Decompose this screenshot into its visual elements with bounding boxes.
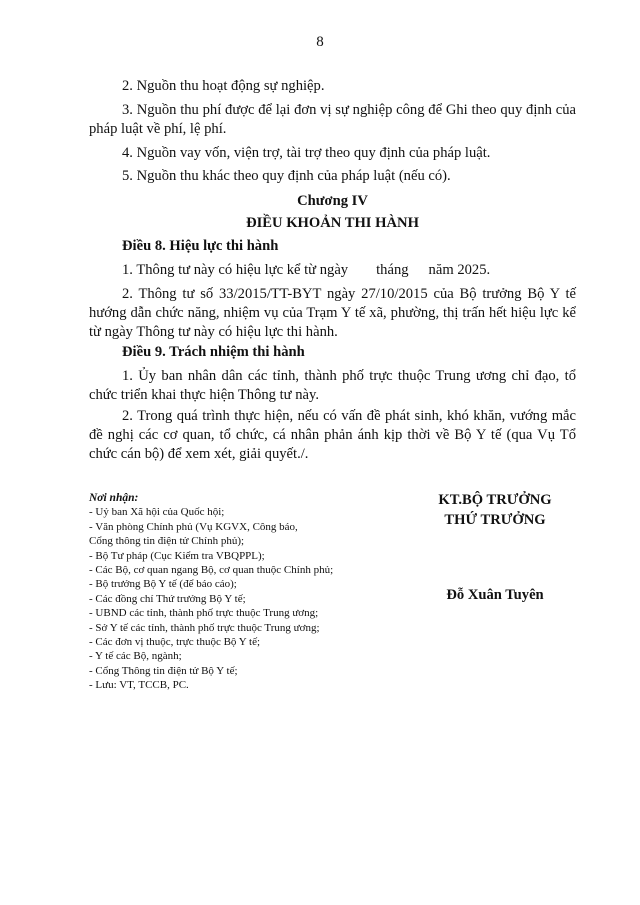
effective-year-text: năm 2025. <box>428 262 491 278</box>
list-item-3: 3. Nguồn thu phí được để lại đơn vị sự nghiệp công để Ghi theo quy định của pháp luật về phí, lệ phí. <box>89 102 576 137</box>
list-item-4: 4. Nguồn vay vốn, viện trợ, tài trợ theo quy định của pháp luật. <box>122 145 491 161</box>
list-item-5: 5. Nguồn thu khác theo quy định của pháp luật (nếu có). <box>122 168 451 184</box>
recipient-item: Cổng thông tin điện tử Chính phủ); <box>89 535 245 548</box>
recipients-block <box>89 491 389 693</box>
article-8-paragraph-1 <box>89 261 576 280</box>
list-item-2: 2. Nguồn thu hoạt động sự nghiệp. <box>122 78 325 94</box>
signature-authority: KT.BỘ TRƯỞNG <box>438 492 552 508</box>
recipient-item: - Sở Y tế các tỉnh, thành phố trực thuộc Trung ương; <box>89 621 320 634</box>
recipients-title: Nơi nhận: <box>89 492 139 504</box>
recipient-item: - Y tế các Bộ, ngành; <box>89 650 182 663</box>
chapter-title: ĐIỀU KHOẢN THI HÀNH <box>246 215 419 231</box>
recipient-item: - Các đồng chí Thứ trưởng Bộ Y tế; <box>89 592 246 605</box>
chapter-number: Chương IV <box>297 193 368 209</box>
signer-name: Đỗ Xuân Tuyên <box>446 587 544 603</box>
article-8-paragraph-2: 2. Thông tư số 33/2015/TT-BYT ngày 27/10/2015 của Bộ trưởng Bộ Y tế hướng dẫn chức năng, nhiệm vụ của Trạm Y tế xã, phường, thị trấn hết hiệu lực kể từ ngày Thông tư này có hiệu lực thi hành. <box>89 286 576 340</box>
recipient-item: - Bộ Tư pháp (Cục Kiểm tra VBQPPL); <box>89 549 265 562</box>
recipient-item: - UBND các tỉnh, thành phố trực thuộc Trung ương; <box>89 607 319 620</box>
effective-month-text: tháng <box>376 262 409 278</box>
page-number: 8 <box>316 34 324 50</box>
recipient-item: - Cổng Thông tin điện tử Bộ Y tế; <box>89 664 238 677</box>
article-8-heading: Điều 8. Hiệu lực thi hành <box>122 238 279 254</box>
signature-block <box>410 490 580 530</box>
recipient-item: - Bộ trưởng Bộ Y tế (để báo cáo); <box>89 578 237 591</box>
article-9-heading: Điều 9. Trách nhiệm thi hành <box>122 344 305 360</box>
recipient-item: - Uỷ ban Xã hội của Quốc hội; <box>89 506 225 519</box>
effective-date-text: 1. Thông tư này có hiệu lực kể từ ngày <box>122 262 349 278</box>
recipient-item: - Văn phòng Chính phủ (Vụ KGVX, Công báo, <box>89 520 298 533</box>
recipient-item: - Lưu: VT, TCCB, PC. <box>89 679 189 692</box>
recipient-item: - Các Bộ, cơ quan ngang Bộ, cơ quan thuộc Chính phủ; <box>89 564 334 577</box>
article-9-paragraph-2: 2. Trong quá trình thực hiện, nếu có vấn đề phát sinh, khó khăn, vướng mắc đề nghị các cơ quan, tổ chức, cá nhân phản ánh kịp thời về Bộ Y tế (qua Vụ Tổ chức cán bộ) để xem xét, giải quyết./. <box>89 408 576 462</box>
signature-position: THỨ TRƯỞNG <box>444 512 546 528</box>
article-9-paragraph-1: 1. Ủy ban nhân dân các tỉnh, thành phố trực thuộc Trung ương chỉ đạo, tổ chức triển khai thực hiện Thông tư này. <box>89 368 576 403</box>
recipient-item: - Các đơn vị thuộc, trực thuộc Bộ Y tế; <box>89 636 261 649</box>
